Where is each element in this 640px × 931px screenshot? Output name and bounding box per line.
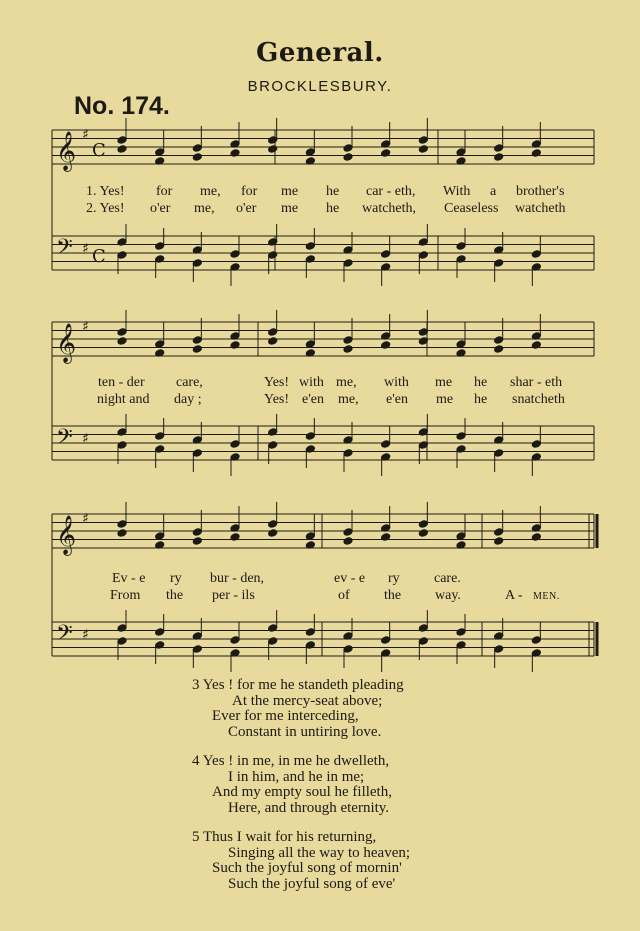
stanza-line: And my empty soul he filleth, bbox=[212, 784, 392, 800]
stanza-line: Yes ! for me he standeth pleading bbox=[202, 677, 404, 693]
lyric-s3-v2-6: way. bbox=[435, 588, 461, 603]
lyric-s1-v2-8: Ceaseless bbox=[444, 201, 499, 216]
lyric-s1-v2-2: o'er bbox=[150, 201, 171, 216]
svg-text:♯: ♯ bbox=[82, 431, 89, 447]
tune-name: BROCKLESBURY. bbox=[247, 78, 393, 95]
hymn-number: No. 174. bbox=[74, 92, 170, 120]
lyric-s2-v1-7: me bbox=[435, 375, 453, 390]
svg-text:𝄞: 𝄞 bbox=[56, 131, 77, 171]
lyric-s2-v2-9: snatcheth bbox=[512, 392, 565, 407]
stanza-number: 4 bbox=[192, 753, 200, 769]
lyric-s1-v1-4: for bbox=[241, 184, 258, 199]
lyric-s3-v1-4: ev - e bbox=[334, 571, 366, 586]
lyric-s2-v1-5: me, bbox=[336, 375, 357, 390]
lyric-s1-v1-9: a bbox=[490, 184, 497, 199]
stanza-3 bbox=[192, 678, 512, 740]
lyric-s2-v2-3: Yes! bbox=[264, 392, 290, 407]
lyric-s3-v2-1: From bbox=[110, 588, 141, 603]
svg-text:♯: ♯ bbox=[82, 627, 89, 643]
lyric-s1-v2-4: o'er bbox=[236, 201, 257, 216]
additional-stanzas bbox=[192, 678, 512, 906]
svg-text:𝄢: 𝄢 bbox=[56, 425, 73, 455]
svg-text:C: C bbox=[92, 140, 106, 161]
lyric-s3-v1-5: ry bbox=[388, 571, 400, 586]
stanza-number: 5 bbox=[192, 829, 200, 845]
lyric-s3-v1-1: Ev - e bbox=[112, 571, 146, 586]
stanza-4 bbox=[192, 754, 512, 816]
lyric-amen-men: MEN. bbox=[533, 591, 560, 602]
lyric-s1-v2-6: he bbox=[326, 201, 340, 216]
stanza-line: Singing all the way to heaven; bbox=[228, 844, 411, 861]
lyric-s2-v1-6: with bbox=[384, 375, 409, 390]
lyric-s2-v2-2: day ; bbox=[174, 392, 202, 407]
svg-text:♯: ♯ bbox=[82, 511, 89, 527]
lyric-s1-v2-5: me bbox=[281, 201, 299, 216]
lyric-s3-v2-2: the bbox=[166, 588, 184, 603]
svg-text:𝄢: 𝄢 bbox=[56, 235, 73, 265]
svg-text:♯: ♯ bbox=[82, 319, 89, 335]
lyric-s2-v1-8: he bbox=[474, 375, 488, 390]
lyric-s2-v1-4: with bbox=[299, 375, 324, 390]
lyric-s1-v1-2: for bbox=[156, 184, 173, 199]
lyric-s3-v1-6: care. bbox=[434, 571, 461, 586]
lyric-s2-v2-8: he bbox=[474, 392, 488, 407]
lyric-s1-v1-10: brother's bbox=[516, 184, 565, 199]
lyric-s1-v2-3: me, bbox=[194, 201, 215, 216]
svg-text:𝄞: 𝄞 bbox=[56, 323, 77, 363]
lyric-s1-v1-5: me bbox=[281, 184, 299, 199]
lyric-s1-v2-9: watcheth bbox=[515, 201, 566, 216]
stanza-line: Thus I wait for his returning, bbox=[202, 829, 377, 845]
svg-text:𝄞: 𝄞 bbox=[56, 515, 77, 555]
lyric-s3-v1-2: ry bbox=[170, 571, 182, 586]
stanza-line: Such the joyful song of eve' bbox=[228, 875, 396, 892]
svg-text:C: C bbox=[92, 246, 106, 267]
stanza-5 bbox=[192, 830, 512, 892]
lyric-s2-v1-3: Yes! bbox=[264, 375, 290, 390]
lyric-s3-v2-3: per - ils bbox=[212, 588, 255, 603]
lyric-s1-v2-7: watcheth, bbox=[362, 201, 417, 216]
lyric-s1-v1-3: me, bbox=[200, 184, 221, 199]
stanza-number: 3 bbox=[192, 677, 200, 693]
svg-text:𝄢: 𝄢 bbox=[56, 621, 73, 651]
lyric-s1-v1-1: 1. Yes! bbox=[86, 184, 125, 199]
stanza-line: Constant in untiring love. bbox=[228, 723, 382, 740]
svg-text:♯: ♯ bbox=[82, 127, 89, 143]
lyric-s1-v1-7: car - eth, bbox=[366, 184, 416, 199]
stanza-line: Ever for me interceding, bbox=[212, 708, 359, 724]
lyric-s2-v1-1: ten - der bbox=[98, 375, 145, 390]
lyric-s2-v1-9: shar - eth bbox=[510, 375, 563, 390]
lyric-s3-v1-3: bur - den, bbox=[210, 571, 265, 586]
lyric-s2-v1-2: care, bbox=[176, 375, 203, 390]
lyric-s2-v2-1: night and bbox=[97, 392, 150, 407]
section-title: General. bbox=[256, 38, 384, 68]
lyric-amen-a: A - bbox=[505, 588, 523, 603]
stanza-line: Such the joyful song of mornin' bbox=[212, 860, 402, 876]
stanza-line: At the mercy-seat above; bbox=[232, 692, 383, 709]
lyric-s2-v2-6: e'en bbox=[386, 392, 408, 407]
stanza-line: Here, and through eternity. bbox=[228, 799, 390, 816]
lyric-s2-v2-4: e'en bbox=[302, 392, 324, 407]
lyric-s1-v1-8: With bbox=[443, 184, 471, 199]
stanza-line: Yes ! in me, in me he dwelleth, bbox=[202, 753, 390, 769]
lyric-s1-v1-6: he bbox=[326, 184, 340, 199]
lyric-s3-v2-4: of bbox=[338, 588, 350, 603]
stanza-line: I in him, and he in me; bbox=[228, 768, 365, 785]
svg-text:♯: ♯ bbox=[82, 241, 89, 257]
lyric-s2-v2-7: me bbox=[436, 392, 454, 407]
lyric-s2-v2-5: me, bbox=[338, 392, 359, 407]
lyric-s3-v2-5: the bbox=[384, 588, 402, 603]
lyric-s1-v2-1: 2. Yes! bbox=[86, 201, 125, 216]
